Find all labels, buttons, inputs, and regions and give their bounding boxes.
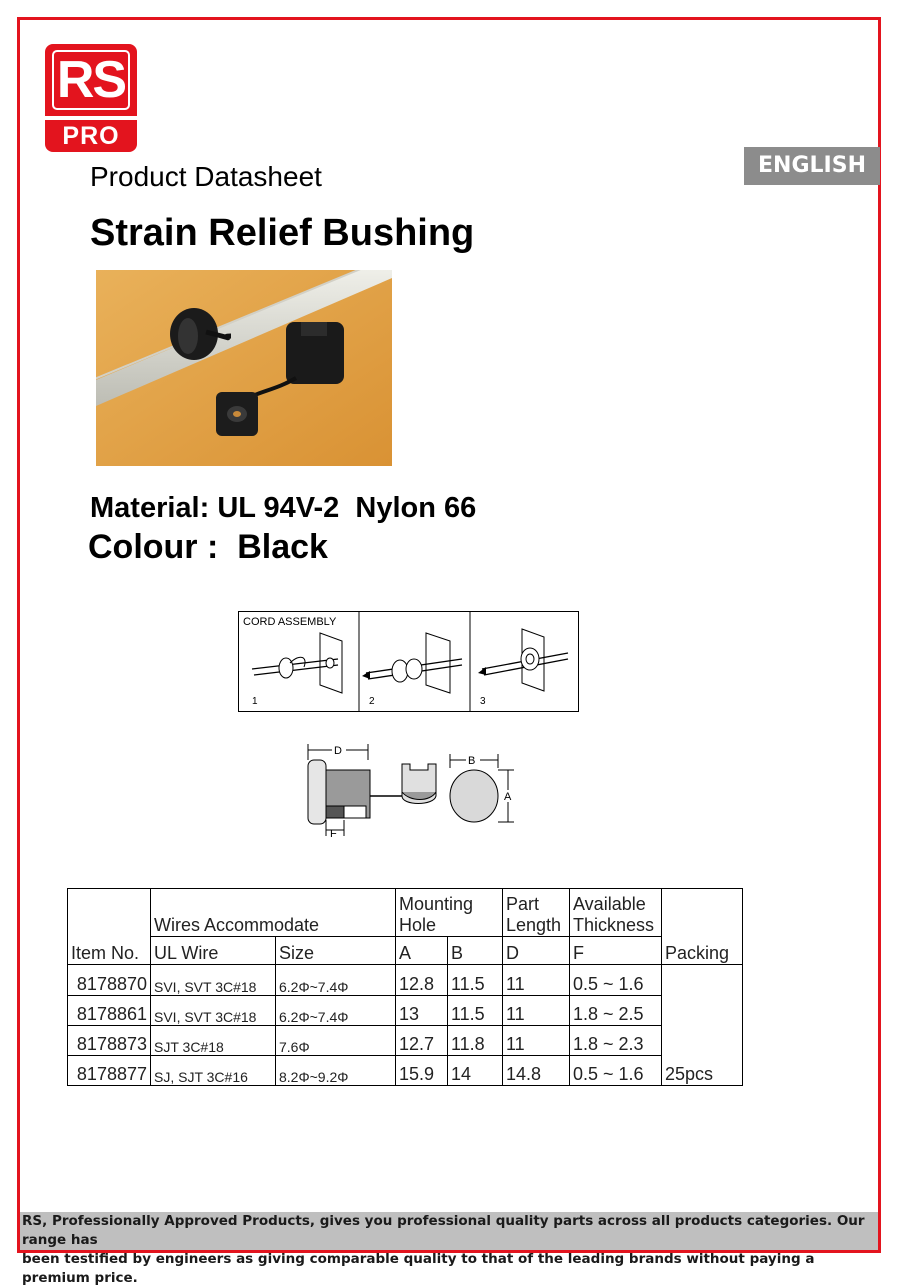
header-size: Size: [276, 937, 396, 965]
header-wires-accommodate: Wires Accommodate: [151, 889, 396, 937]
header-packing: Packing: [662, 937, 743, 965]
table-row: [68, 996, 743, 1026]
cell-size: 7.6Φ: [276, 1026, 396, 1056]
dim-label-a: A: [504, 791, 512, 803]
cell-b: 11.5: [448, 965, 503, 996]
dimension-diagram: [300, 740, 520, 840]
cell-d: 11: [503, 1026, 570, 1056]
header-d: D: [503, 937, 570, 965]
cell-ul-wire: SJ, SJT 3C#16: [151, 1056, 276, 1086]
cell-packing: 25pcs: [662, 965, 743, 1086]
cell-b: 11.5: [448, 996, 503, 1026]
dim-label-d: D: [334, 745, 342, 757]
footer-line-1: RS, Professionally Approved Products, gives you professional quality parts across all products categories. Our range has: [22, 1213, 865, 1248]
cell-ul-wire: SJT 3C#18: [151, 1026, 276, 1056]
cell-a: 13: [396, 996, 448, 1026]
cell-f: 0.5 ~ 1.6: [570, 965, 662, 996]
cell-d: 11: [503, 965, 570, 996]
cell-a: 12.8: [396, 965, 448, 996]
logo-rs-block: [45, 44, 137, 116]
assembly-label: CORD ASSEMBLY: [243, 616, 337, 628]
table-row: [68, 1056, 743, 1086]
table-row: [68, 965, 743, 996]
logo-pro-text: PRO: [45, 120, 137, 152]
cord-assembly-diagram: [238, 611, 579, 712]
cell-b: 11.8: [448, 1026, 503, 1056]
language-badge: ENGLISH: [744, 147, 880, 185]
cell-item: 8178861: [68, 996, 151, 1026]
assembly-step-1: 1: [252, 696, 258, 707]
cell-item: 8178877: [68, 1056, 151, 1086]
product-photo: [96, 270, 392, 466]
header-packing-blank: [662, 889, 743, 937]
footer-banner: [20, 1212, 878, 1286]
page-title: Strain Relief Bushing: [90, 212, 475, 254]
cell-d: 14.8: [503, 1056, 570, 1086]
cell-a: 15.9: [396, 1056, 448, 1086]
assembly-step-2: 2: [369, 696, 375, 707]
footer-line-2: been testified by engineers as giving comparable quality to that of the leading brands without paying a premium price.: [22, 1251, 815, 1286]
cell-item: 8178873: [68, 1026, 151, 1056]
material-spec: Material: UL 94V-2 Nylon 66: [90, 492, 477, 524]
page-subtitle: Product Datasheet: [90, 161, 322, 192]
cell-d: 11: [503, 996, 570, 1026]
header-ul-wire: UL Wire: [151, 937, 276, 965]
cell-f: 1.8 ~ 2.3: [570, 1026, 662, 1056]
cell-f: 1.8 ~ 2.5: [570, 996, 662, 1026]
header-item-blank: [68, 889, 151, 937]
header-part-length: Part Length: [503, 889, 570, 937]
cell-size: 6.2Φ~7.4Φ: [276, 996, 396, 1026]
cell-a: 12.7: [396, 1026, 448, 1056]
dim-label-b: B: [468, 755, 476, 767]
header-item-no: Item No.: [68, 937, 151, 965]
cell-ul-wire: SVI, SVT 3C#18: [151, 965, 276, 996]
cell-size: 8.2Φ~9.2Φ: [276, 1056, 396, 1086]
header-a: A: [396, 937, 448, 965]
logo-rs-text: RS: [56, 51, 126, 109]
rs-pro-logo: [45, 44, 137, 152]
header-b: B: [448, 937, 503, 965]
cell-ul-wire: SVI, SVT 3C#18: [151, 996, 276, 1026]
header-available-thickness: Available Thickness: [570, 889, 662, 937]
header-mounting-hole: Mounting Hole: [396, 889, 503, 937]
table-row: [68, 1026, 743, 1056]
colour-spec: Colour : Black: [88, 528, 328, 566]
cell-b: 14: [448, 1056, 503, 1086]
specification-table: [67, 888, 743, 1086]
header-f: F: [570, 937, 662, 965]
assembly-step-3: 3: [480, 696, 486, 707]
cell-f: 0.5 ~ 1.6: [570, 1056, 662, 1086]
cell-size: 6.2Φ~7.4Φ: [276, 965, 396, 996]
dim-label-f: F: [330, 828, 337, 840]
cell-item: 8178870: [68, 965, 151, 996]
